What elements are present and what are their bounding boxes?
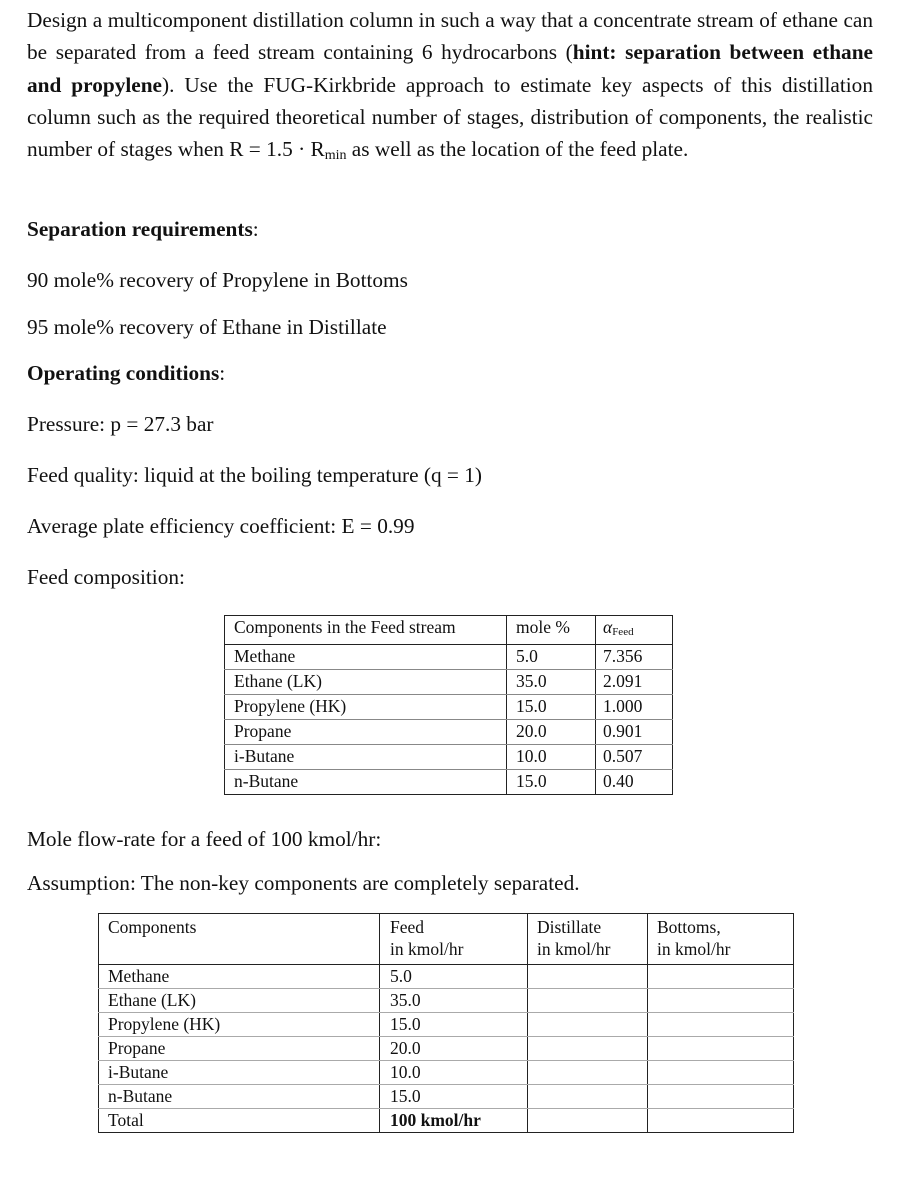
total-distillate-cell[interactable] xyxy=(528,1109,648,1133)
bottoms-cell[interactable] xyxy=(648,1061,794,1085)
component-name: n-Butane xyxy=(99,1085,380,1109)
feed-value: 5.0 xyxy=(380,965,528,989)
operating-heading: Operating conditions xyxy=(27,361,220,385)
table-row xyxy=(99,1085,794,1109)
feed-composition-table xyxy=(224,615,673,795)
component-name: n-Butane xyxy=(225,770,507,795)
alpha-value: 1.000 xyxy=(596,695,673,720)
table-row xyxy=(99,989,794,1013)
requirement-ethane: 95 mole% recovery of Ethane in Distillate xyxy=(27,315,387,339)
component-name: Methane xyxy=(99,965,380,989)
table-row xyxy=(225,645,673,670)
total-label: Total xyxy=(99,1109,380,1133)
rmin-subscript: min xyxy=(324,148,347,164)
distillate-cell[interactable] xyxy=(528,965,648,989)
distillate-cell[interactable] xyxy=(528,989,648,1013)
efficiency-line: Average plate efficiency coefficient: E = 0.99 xyxy=(27,514,415,538)
bottoms-cell[interactable] xyxy=(648,1037,794,1061)
total-bottoms-cell[interactable] xyxy=(648,1109,794,1133)
mole-percent: 15.0 xyxy=(507,770,596,795)
component-name: Propylene (HK) xyxy=(99,1013,380,1037)
feed-value: 20.0 xyxy=(380,1037,528,1061)
separation-heading: Separation requirements xyxy=(27,217,253,241)
alpha-subscript: Feed xyxy=(612,626,634,638)
feed-table-header xyxy=(225,616,673,645)
feed-value: 15.0 xyxy=(380,1085,528,1109)
mole-percent: 35.0 xyxy=(507,670,596,695)
feed-header-line1: Feed xyxy=(390,917,425,937)
table-row xyxy=(99,1061,794,1085)
intro-text-3: as well as the location of the feed plate. xyxy=(346,137,689,162)
table-row xyxy=(225,720,673,745)
bottoms-cell[interactable] xyxy=(648,989,794,1013)
component-name: i-Butane xyxy=(99,1061,380,1085)
feed-quality-line: Feed quality: liquid at the boiling temperature (q = 1) xyxy=(27,463,482,487)
feed-header-line2: in kmol/hr xyxy=(390,939,464,959)
component-name: Methane xyxy=(225,645,507,670)
bottoms-cell[interactable] xyxy=(648,1085,794,1109)
header-components: Components xyxy=(99,914,380,965)
problem-statement xyxy=(27,4,873,172)
bottoms-cell[interactable] xyxy=(648,965,794,989)
component-name: Propane xyxy=(99,1037,380,1061)
table-row xyxy=(99,1037,794,1061)
operating-heading-line: Operating conditions: xyxy=(27,361,226,385)
total-row xyxy=(99,1109,794,1133)
component-name: Ethane (LK) xyxy=(99,989,380,1013)
intro-text-1: Design a multicomponent distillation column in such a way that a concentrate stream of ethane can be separated from a feed stream containing 6 hydrocarbons ( xyxy=(27,8,873,65)
table-row xyxy=(225,670,673,695)
separation-heading-line: Separation requirements: xyxy=(27,217,259,241)
feed-value: 35.0 xyxy=(380,989,528,1013)
distillate-cell[interactable] xyxy=(528,1061,648,1085)
distillate-header-line1: Distillate xyxy=(537,917,602,937)
mole-percent: 15.0 xyxy=(507,695,596,720)
component-name: i-Butane xyxy=(225,745,507,770)
header-alpha-feed xyxy=(596,616,673,645)
alpha-value: 0.40 xyxy=(596,770,673,795)
flow-rate-table xyxy=(98,913,794,1133)
requirement-propylene: 90 mole% recovery of Propylene in Bottoms xyxy=(27,268,408,292)
distillate-header-line2: in kmol/hr xyxy=(537,939,611,959)
flow-table-header xyxy=(99,914,794,965)
flow-rate-title: Mole flow-rate for a feed of 100 kmol/hr: xyxy=(27,827,382,851)
header-bottoms xyxy=(648,914,794,965)
table-row xyxy=(225,770,673,795)
header-distillate xyxy=(528,914,648,965)
alpha-value: 0.901 xyxy=(596,720,673,745)
alpha-symbol: α xyxy=(603,617,613,637)
bottoms-header-line2: in kmol/hr xyxy=(657,939,731,959)
bottoms-header-line1: Bottoms, xyxy=(657,917,721,937)
pressure-line: Pressure: p = 27.3 bar xyxy=(27,412,214,436)
feed-composition-label: Feed composition: xyxy=(27,565,185,589)
table-row xyxy=(99,1013,794,1037)
mole-percent: 5.0 xyxy=(507,645,596,670)
component-name: Ethane (LK) xyxy=(225,670,507,695)
distillate-cell[interactable] xyxy=(528,1085,648,1109)
alpha-value: 2.091 xyxy=(596,670,673,695)
component-name: Propane xyxy=(225,720,507,745)
distillate-cell[interactable] xyxy=(528,1013,648,1037)
intro-paragraph xyxy=(27,4,873,172)
header-components: Components in the Feed stream xyxy=(225,616,507,645)
bottoms-cell[interactable] xyxy=(648,1013,794,1037)
table-row xyxy=(225,745,673,770)
intro-text-2: ). Use the FUG-Kirkbride approach to estimate key aspects of this distillation column such as the required theoretical number of stages, distribution of components, the realistic number of stages when R = 1.5 · R xyxy=(27,72,873,162)
table-row xyxy=(99,965,794,989)
header-feed xyxy=(380,914,528,965)
intro-hint: hint: separation between ethane and propylene xyxy=(27,40,873,97)
mole-percent: 10.0 xyxy=(507,745,596,770)
component-name: Propylene (HK) xyxy=(225,695,507,720)
alpha-value: 0.507 xyxy=(596,745,673,770)
alpha-value: 7.356 xyxy=(596,645,673,670)
total-feed-value: 100 kmol/hr xyxy=(380,1109,528,1133)
feed-value: 15.0 xyxy=(380,1013,528,1037)
assumption-line: Assumption: The non-key components are completely separated. xyxy=(27,871,580,895)
feed-value: 10.0 xyxy=(380,1061,528,1085)
header-mole-percent: mole % xyxy=(507,616,596,645)
mole-percent: 20.0 xyxy=(507,720,596,745)
table-row xyxy=(225,695,673,720)
distillate-cell[interactable] xyxy=(528,1037,648,1061)
